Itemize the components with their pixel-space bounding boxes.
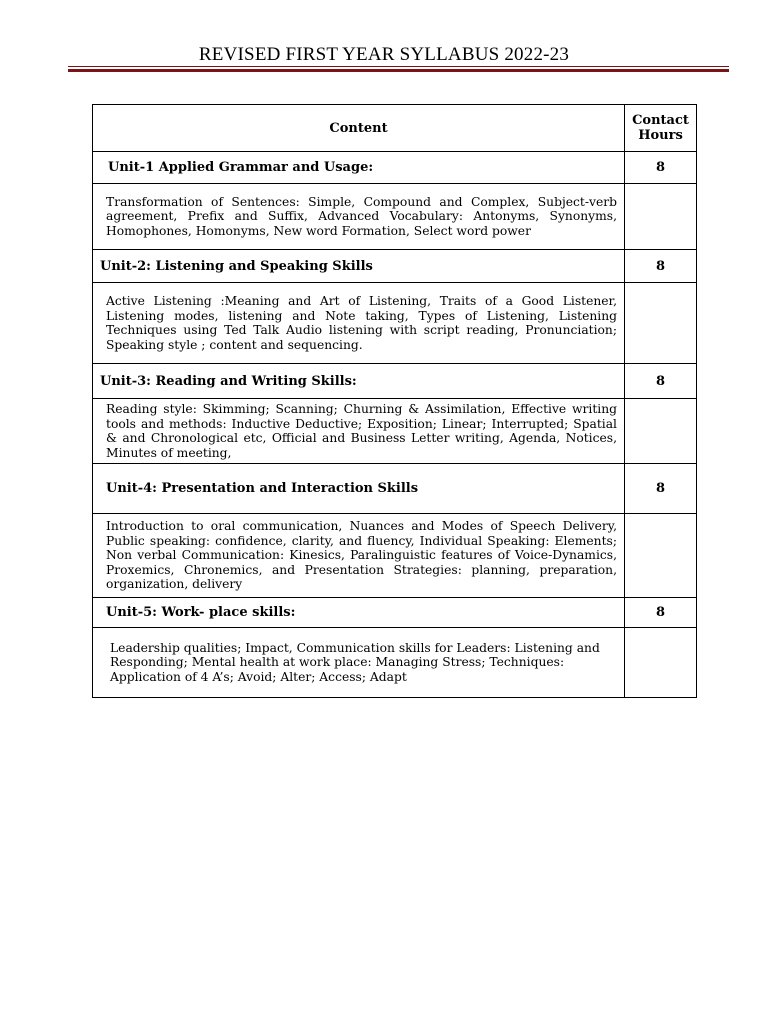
column-header-contact-hours: Contact Hours [625,105,697,152]
unit-2-title: Unit-2: Listening and Speaking Skills [93,250,625,283]
unit-3-hours: 8 [625,364,697,399]
unit-4-title: Unit-4: Presentation and Interaction Skills [93,464,625,514]
column-header-content: Content [93,105,625,152]
unit-4-description: Introduction to oral communication, Nuances and Modes of Speech Delivery, Public speaking: confidence, clarity, and fluency, Individual Speaking: Elements; Non verbal Communication: Kinesics, Paralinguistic features of Voice-Dynamics, Proxemics, Chronemics, and Presentation Strategies: planning, preparation, organization, delivery [93,514,625,598]
unit-1-description-row [93,184,697,250]
unit-5-title-row [93,598,697,628]
unit-3-title-row [93,364,697,399]
unit-1-title-row [93,152,697,184]
syllabus-table [92,104,697,698]
unit-1-title: Unit-1 Applied Grammar and Usage: [93,152,625,184]
unit-3-title: Unit-3: Reading and Writing Skills: [93,364,625,399]
unit-2-title-row [93,250,697,283]
unit-4-hours: 8 [625,464,697,514]
unit-3-description-row [93,399,697,464]
unit-5-hours-empty [625,628,697,698]
unit-5-hours: 8 [625,598,697,628]
unit-3-description: Reading style: Skimming; Scanning; Churning & Assimilation, Effective writing tools and methods: Inductive Deductive; Exposition; Linear; Interrupted; Spatial & and Chronological etc, Official and Business Letter writing, Agenda, Notices, Minutes of meeting, [93,399,625,464]
header-rule-thin [68,66,729,67]
unit-1-hours: 8 [625,152,697,184]
unit-2-hours-empty [625,283,697,364]
unit-2-hours: 8 [625,250,697,283]
unit-3-hours-empty [625,399,697,464]
unit-2-description-row [93,283,697,364]
header-rule-thick [68,69,729,72]
unit-2-description: Active Listening :Meaning and Art of Listening, Traits of a Good Listener, Listening modes, listening and Note taking, Types of Listening, Listening Techniques using Ted Talk Audio listening with script reading, Pronunciation; Speaking style ; content and sequencing. [93,283,625,364]
unit-4-title-row [93,464,697,514]
unit-1-description: Transformation of Sentences: Simple, Compound and Complex, Subject-verb agreement, Prefix and Suffix, Advanced Vocabulary: Antonyms, Synonyms, Homophones, Homonyms, New word Formation, Select word power [93,184,625,250]
table-header-row [93,105,697,152]
unit-4-hours-empty [625,514,697,598]
unit-5-description: Leadership qualities; Impact, Communication skills for Leaders: Listening and Responding; Mental health at work place: Managing Stress; Techniques: Application of 4 A’s; Avoid; Alter; Access; Adapt [93,628,625,698]
unit-5-description-row [93,628,697,698]
unit-5-title: Unit-5: Work- place skills: [93,598,625,628]
unit-1-hours-empty [625,184,697,250]
unit-4-description-row [93,514,697,598]
page-title: REVISED FIRST YEAR SYLLABUS 2022-23 [198,44,570,65]
